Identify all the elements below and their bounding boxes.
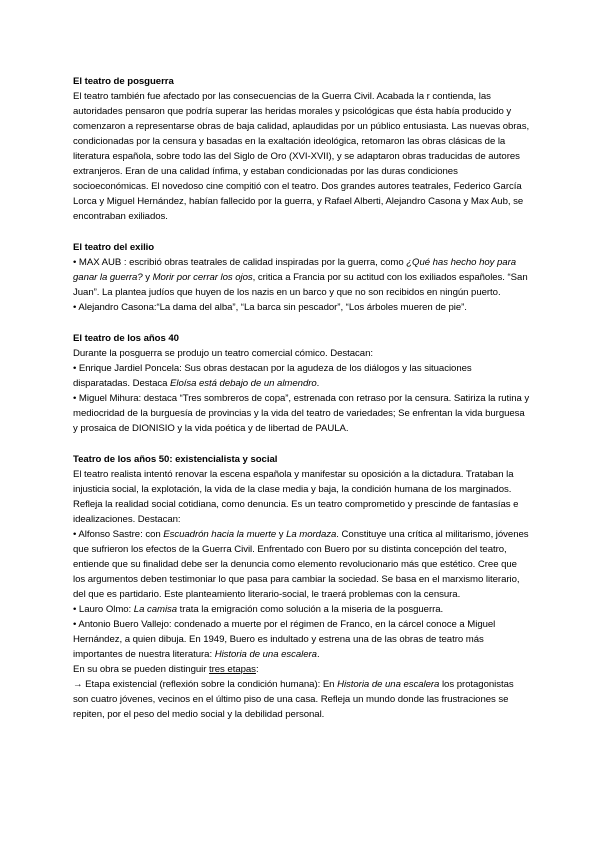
- section-heading: El teatro de los años 40: [73, 333, 179, 344]
- section-heading: El teatro del exilio: [73, 242, 155, 253]
- text-run: En su obra se pueden distinguir: [73, 664, 210, 675]
- text-run: y: [142, 272, 153, 283]
- section-teatro-posguerra: [73, 74, 530, 224]
- section-teatro-exilio: [73, 240, 530, 315]
- text-run: • Alfonso Sastre: con: [73, 529, 164, 540]
- italic-title: La camisa: [133, 604, 178, 615]
- italic-title: Historia de una escalera: [337, 679, 440, 690]
- italic-title: Historia de una escalera: [214, 649, 317, 660]
- text-run: . Constituye una crítica al militarismo, jóvenes que sufrieron los efectos de la Guerra Civil. Enfrentado con Buero por su distinta concepción del teatro, entiende que su finalidad debe ser la denuncia como elemento revolucionario más que estético. Cree que los argumentos deben testimoniar lo que pasa para cambiar la sociedad. Se basa en el marxismo literario, del que es partidario. Este planteamiento literario-social, le traerá problemas con la censura.: [73, 529, 529, 600]
- section-paragraph: El teatro también fue afectado por las consecuencias de la Guerra Civil. Acabada la r contienda, las autoridades pensaron que podría superar las heridas morales y psicológicas que ésta había producido y comenzaron a representarse obras de baja calidad, aplaudidas por un público entusiasta. Las nuevas obras, condicionadas por la censura y basadas en la exaltación ideológica, retomaron las obras clásicas de la literatura española, sobre todo las del Siglo de Oro (XVI-XVII), y se adaptaron obras traducidas de autores extranjeros. Eran de una calidad ínfima, y estaban condicionadas por las duras condiciones socioeconómicas. El novedoso cine compitió con el teatro. Dos grandes autores teatrales, Federico García Lorca y Miguel Hernández, habían fallecido por la guerra, y Rafael Alberti, Alejandro Casona y Max Aub, se encontraban exiliados.: [73, 91, 530, 222]
- section-heading: El teatro de posguerra: [73, 76, 174, 87]
- bullet-mihura: • Miguel Mihura: destaca “Tres sombreros de copa”, estrenada con retraso por la censura. Satiriza la rutina y mediocridad de la burguesía de provincias y la vida del teatro de variedades; Se enfrentan la vida burguesa y prosaica de DIONISIO y la vida poética y de libertad de PAULA.: [73, 393, 530, 434]
- text-run: • Antonio Buero Vallejo: condenado a muerte por el régimen de Franco, en la cárcel conoce a Miguel Hernández, a quien dibuja. En 1949, Buero es indultado y estrena una de las obras de teatro más importantes de nuestra literatura:: [73, 619, 496, 660]
- text-run: → Etapa existencial (reflexión sobre la condición humana): En: [73, 679, 338, 690]
- etapas-line: [73, 662, 530, 677]
- text-run: :: [255, 664, 259, 675]
- italic-title: Eloísa está debajo de un almendro: [170, 378, 317, 389]
- bullet-sastre: [73, 527, 530, 602]
- text-run: • Lauro Olmo:: [73, 604, 134, 615]
- underlined-text: tres etapas: [209, 664, 256, 675]
- text-run: • MAX AUB : escribió obras teatrales de calidad inspiradas por la guerra, como: [73, 257, 407, 268]
- italic-title: ¿Qué has hecho hoy para ganar la guerra?: [73, 257, 517, 283]
- section-intro: El teatro realista intentó renovar la escena española y manifestar su oposición a la dictadura. Trataban la injusticia social, la explotación, la vida de la clase media y baja, la condición humana de los marginados. Refleja la realidad social cotidiana, como denuncia. Es un teatro comprometido y prescinde de fantasías e idealizaciones. Destacan:: [73, 469, 519, 525]
- italic-title: La mordaza: [286, 529, 337, 540]
- bullet-max-aub: [73, 255, 530, 300]
- text-run: los protagonistas son cuatro jóvenes, vecinos en el último piso de una casa. Refleja un mundo donde las frustraciones se repiten, por el peso del medio social y la debilidad personal.: [73, 679, 514, 720]
- bullet-casona: • Alejandro Casona:“La dama del alba”, “La barca sin pescador”, “Los árboles mueren de pie”.: [73, 302, 467, 313]
- italic-title: Escuadrón hacia la muerte: [163, 529, 277, 540]
- italic-title: Morir por cerrar los ojos: [152, 272, 253, 283]
- section-intro: Durante la posguerra se produjo un teatro comercial cómico. Destacan:: [73, 348, 373, 359]
- section-teatro-50: [73, 452, 530, 722]
- text-run: • Enrique Jardiel Poncela: Sus obras destacan por la agudeza de los diálogos y las situaciones disparatadas. Destaca: [73, 363, 472, 389]
- text-run: .: [316, 378, 320, 389]
- bullet-jardiel-poncela: [73, 361, 530, 391]
- bullet-olmo: [73, 602, 530, 617]
- text-run: y: [276, 529, 287, 540]
- bullet-buero: [73, 617, 530, 662]
- section-teatro-40: [73, 331, 530, 436]
- etapa-existencial: [73, 677, 530, 722]
- text-run: .: [316, 649, 320, 660]
- text-run: trata la emigración como solución a la miseria de la posguerra.: [177, 604, 444, 615]
- text-run: , critica a Francia por su actitud con los exiliados españoles. “San Juan”. La plantea judíos que huyen de los nazis en un barco y que no son recibidos en ningún puerto.: [73, 272, 528, 298]
- section-heading: Teatro de los años 50: existencialista y social: [73, 454, 278, 465]
